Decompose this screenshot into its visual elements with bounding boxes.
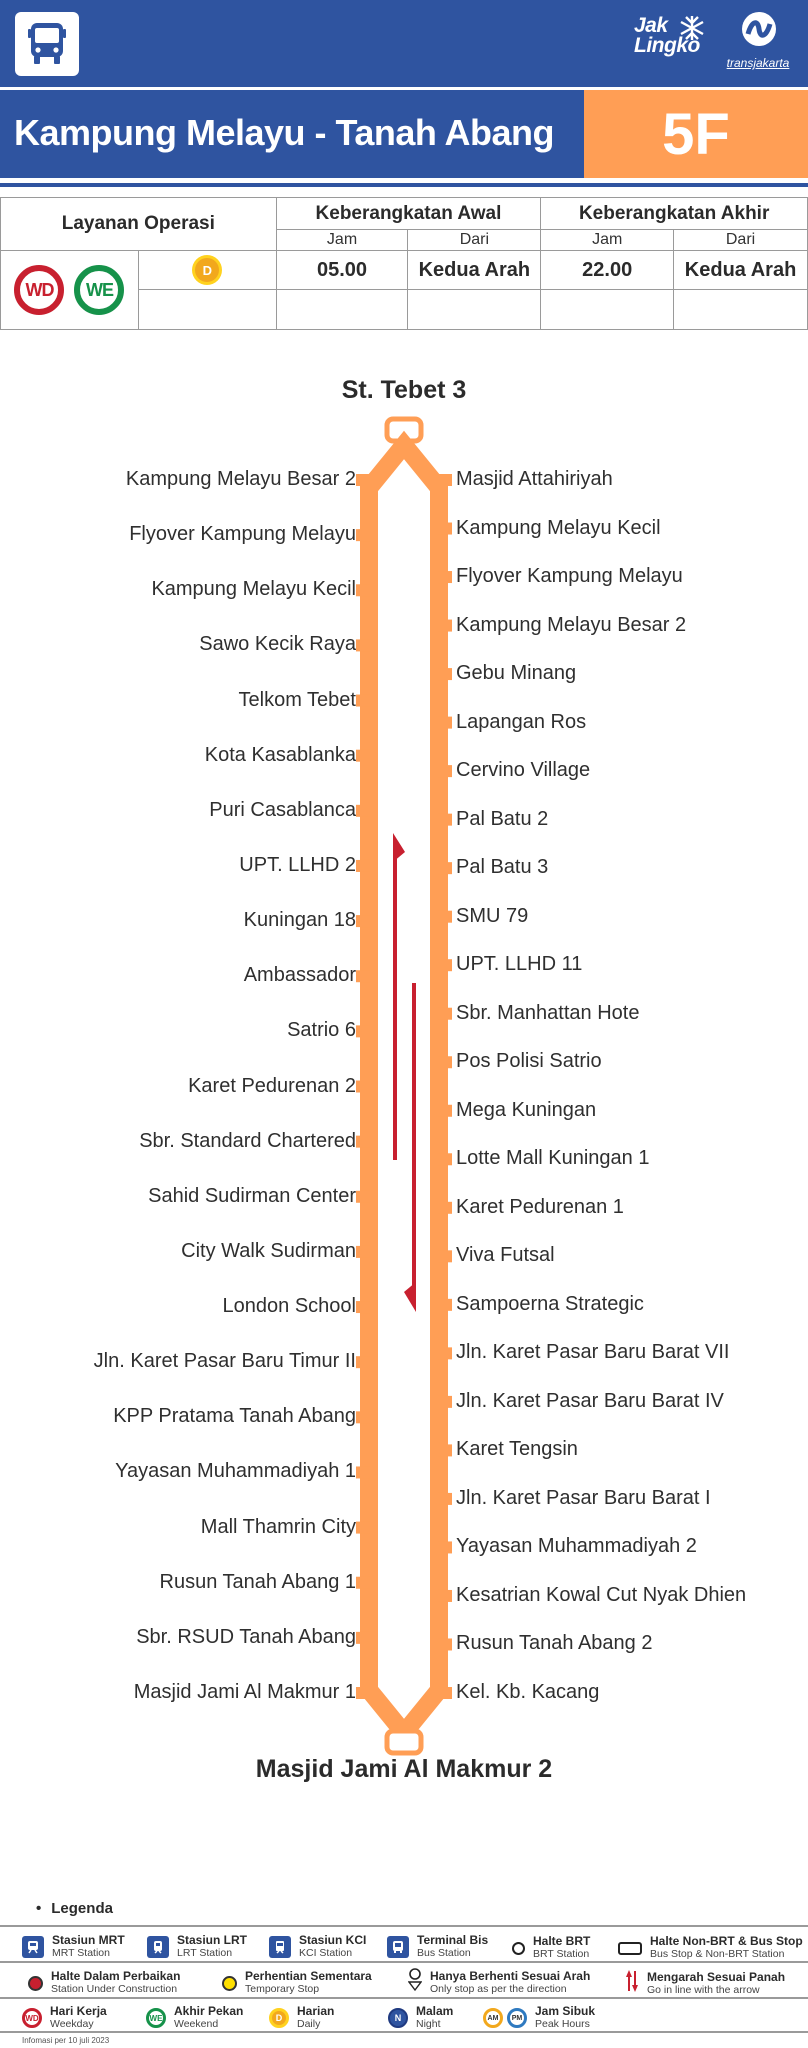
stop-marker [356, 529, 370, 541]
last-from: Kedua Arah [674, 251, 808, 290]
stop-marker [438, 1250, 452, 1262]
stop-label: Jln. Karet Pasar Baru Timur II [93, 1350, 356, 1373]
stop-label: Karet Pedurenan 1 [456, 1195, 624, 1218]
stop-label: Viva Futsal [456, 1244, 555, 1267]
jaklingko-logo: Jak Lingko [634, 14, 706, 70]
stop-label: City Walk Sudirman [181, 1239, 356, 1262]
stop-label: Kampung Melayu Kecil [456, 516, 661, 539]
stop-label: Lotte Mall Kuningan 1 [456, 1147, 650, 1170]
legend-item: AM PM Jam Sibuk Peak Hours [483, 2005, 595, 2031]
weekday-badge-icon: WD [14, 265, 64, 315]
stop-label: Satrio 6 [287, 1019, 356, 1042]
col-dari: Dari [408, 230, 541, 251]
kci-station-icon [269, 1936, 291, 1958]
weekday-badge-icon: WD [22, 2008, 42, 2028]
start-terminal-label: St. Tebet 3 [341, 376, 467, 404]
legend-item: N Malam Night [388, 2005, 453, 2031]
stop-label: Mall Thamrin City [200, 1515, 356, 1538]
stop-label: Lapangan Ros [456, 710, 587, 733]
stop-marker [356, 1577, 370, 1589]
stop-label: Pal Batu 3 [456, 856, 549, 879]
route-code: 5F [662, 101, 730, 167]
stop-label: Puri Casablanca [209, 798, 356, 821]
stop-label: Sahid Sudirman Center [148, 1184, 356, 1207]
stop-label: Pos Polisi Satrio [456, 1050, 602, 1073]
stop-label: Karet Pedurenan 2 [188, 1074, 356, 1097]
legend-item: Stasiun MRT MRT Station [22, 1934, 125, 1960]
stop-label: UPT. LLHD 2 [239, 853, 356, 876]
non-brt-stop-icon [618, 1942, 642, 1955]
last-time: 22.00 [541, 251, 674, 290]
stop-label: Flyover Kampung Melayu [129, 523, 356, 546]
stop-marker [356, 970, 370, 982]
legend-item: Stasiun KCI KCI Station [269, 1934, 366, 1960]
stop-label: Masjid Attahiriyah [456, 468, 613, 490]
legend-item: Hanya Berhenti Sesuai Arah Only stop as per the direction [408, 1968, 590, 1997]
stop-marker [356, 584, 370, 596]
stop-marker [438, 1105, 452, 1117]
stop-marker [356, 1025, 370, 1037]
stop-marker [438, 1347, 452, 1359]
stop-label: Kesatrian Kowal Cut Nyak Dhien [456, 1583, 747, 1606]
stop-marker [438, 1202, 452, 1214]
lrt-station-icon [147, 1936, 169, 1958]
stop-label: Rusun Tanah Abang 2 [456, 1632, 653, 1655]
legend-item: Terminal Bis Bus Station [387, 1934, 488, 1960]
legend-row [0, 1961, 808, 1997]
legend-item: WE Akhir Pekan Weekend [146, 2005, 243, 2031]
stop-label: Kampung Melayu Kecil [151, 578, 356, 601]
stop-marker [356, 1301, 370, 1313]
stop-marker [438, 474, 452, 486]
stop-label: Flyover Kampung Melayu [456, 565, 683, 588]
mrt-station-icon [22, 1936, 44, 1958]
legend-item: Stasiun LRT LRT Station [147, 1934, 247, 1960]
weekend-badge-icon: WE [74, 265, 124, 315]
brt-stop-icon [512, 1942, 525, 1955]
legend-row [0, 1925, 808, 1961]
stop-label: Cervino Village [456, 759, 591, 782]
stop-marker [438, 814, 452, 826]
stop-label: Telkom Tebet [238, 688, 356, 711]
stop-marker [356, 639, 370, 651]
stop-marker [356, 860, 370, 872]
col-jam: Jam [276, 230, 408, 251]
stop-label: Pal Batu 2 [456, 807, 549, 830]
legend-title: • Legenda [36, 1900, 113, 1917]
stop-marker [356, 474, 370, 486]
stop-label: Kampung Melayu Besar 2 [456, 613, 687, 636]
stop-label: Kota Kasablanka [204, 743, 356, 766]
stop-label: Kuningan 18 [243, 909, 356, 932]
stop-marker [356, 1246, 370, 1258]
stop-label: Kampung Melayu Besar 2 [125, 468, 356, 490]
stop-label: Jln. Karet Pasar Baru Barat I [456, 1486, 711, 1509]
stop-marker [356, 1081, 370, 1093]
first-time: 05.00 [276, 251, 408, 290]
stop-marker [438, 523, 452, 535]
stop-marker [438, 1493, 452, 1505]
legend-item: Halte Non-BRT & Bus Stop Bus Stop & Non-BRT Station [618, 1935, 803, 1961]
stop-marker [438, 1590, 452, 1602]
stop-marker [438, 911, 452, 923]
stop-label: Rusun Tanah Abang 1 [159, 1570, 356, 1593]
stop-marker [438, 717, 452, 729]
legend-item: Halte Dalam Perbaikan Station Under Construction [28, 1970, 180, 1996]
bus-terminal-icon [387, 1936, 409, 1958]
stop-marker [356, 805, 370, 817]
stop-label: Mega Kuningan [456, 1098, 597, 1121]
first-departure-header: Keberangkatan Awal [276, 198, 541, 230]
stop-marker [438, 620, 452, 632]
stop-marker [438, 959, 452, 971]
stop-marker [356, 750, 370, 762]
stop-label: Jln. Karet Pasar Baru Barat VII [456, 1341, 730, 1364]
stop-label: Yayasan Muhammadiyah 2 [456, 1535, 697, 1558]
stop-marker [356, 1687, 370, 1699]
stop-label: Sbr. Standard Chartered [139, 1129, 356, 1152]
info-date-footnote: Infomasi per 10 juli 2023 [22, 2036, 110, 2045]
end-terminal-label: Masjid Jami Al Makmur 2 [255, 1755, 553, 1783]
stop-marker [438, 668, 452, 680]
stop-marker [438, 1396, 452, 1408]
stop-label: Masjid Jami Al Makmur 1 [133, 1681, 356, 1703]
stop-label: Gebu Minang [456, 662, 577, 685]
stop-label: Jln. Karet Pasar Baru Barat IV [456, 1389, 724, 1412]
stop-label: Sawo Kecik Raya [199, 633, 356, 656]
down-direction-arrow-icon [404, 983, 416, 1312]
legend-item: Halte BRT BRT Station [512, 1935, 590, 1961]
stop-marker [438, 1056, 452, 1068]
route-name: Kampung Melayu - Tanah Abang [14, 112, 555, 153]
stop-marker [438, 765, 452, 777]
stop-label: Yayasan Muhammadiyah 1 [115, 1460, 356, 1483]
stop-label: London School [222, 1295, 356, 1318]
stop-label: Kel. Kb. Kacang [456, 1681, 600, 1703]
stop-marker [438, 1153, 452, 1165]
stop-marker [438, 1008, 452, 1020]
transjakarta-logo: transjakarta [720, 10, 796, 72]
directional-stop-icon [408, 1968, 422, 1997]
legend-item: Mengarah Sesuai Panah Go in line with the arrow [625, 1969, 785, 1998]
daily-badge-icon: D [269, 2008, 289, 2028]
stop-marker [438, 1687, 452, 1699]
stop-label: Ambassador [243, 964, 356, 987]
col-dari: Dari [674, 230, 808, 251]
pm-badge-icon: PM [507, 2008, 527, 2028]
stop-marker [356, 915, 370, 927]
stop-marker [438, 571, 452, 583]
stop-marker [438, 1444, 452, 1456]
stop-label: KPP Pratama Tanah Abang [113, 1405, 356, 1428]
temporary-stop-icon [222, 1976, 237, 1991]
stop-marker [356, 1411, 370, 1423]
night-badge-icon: N [388, 2008, 408, 2028]
stop-marker [356, 1632, 370, 1644]
legend-item: WD Hari Kerja Weekday [22, 2005, 107, 2031]
first-from: Kedua Arah [408, 251, 541, 290]
stop-label: UPT. LLHD 11 [456, 953, 583, 976]
stop-marker [356, 1466, 370, 1478]
stop-marker [438, 862, 452, 874]
stop-label: Sampoerna Strategic [456, 1292, 644, 1315]
daily-badge-icon: D [195, 258, 219, 282]
stop-marker [356, 1191, 370, 1203]
stop-marker [438, 1541, 452, 1553]
stop-label: SMU 79 [456, 904, 529, 927]
stop-marker [438, 1638, 452, 1650]
col-jam: Jam [541, 230, 674, 251]
stop-marker [438, 1299, 452, 1311]
legend-item: D Harian Daily [269, 2005, 334, 2031]
weekend-badge-icon: WE [146, 2008, 166, 2028]
last-departure-header: Keberangkatan Akhir [541, 198, 808, 230]
up-direction-arrow-icon [393, 833, 405, 1160]
direction-arrow-icon [625, 1969, 639, 1998]
am-badge-icon: AM [483, 2008, 503, 2028]
stop-marker [356, 1136, 370, 1148]
stop-label: Sbr. RSUD Tanah Abang [136, 1625, 356, 1648]
legend-row [0, 1997, 808, 2033]
stop-label: Sbr. Manhattan Hote [456, 1001, 640, 1024]
stop-label: Karet Tengsin [456, 1438, 578, 1461]
end-terminal-marker [387, 1731, 421, 1753]
service-header: Layanan Operasi [1, 198, 277, 251]
legend-item: Perhentian Sementara Temporary Stop [222, 1970, 372, 1996]
stop-marker [356, 695, 370, 707]
under-construction-icon [28, 1976, 43, 1991]
stop-marker [356, 1356, 370, 1368]
stop-marker [356, 1522, 370, 1534]
